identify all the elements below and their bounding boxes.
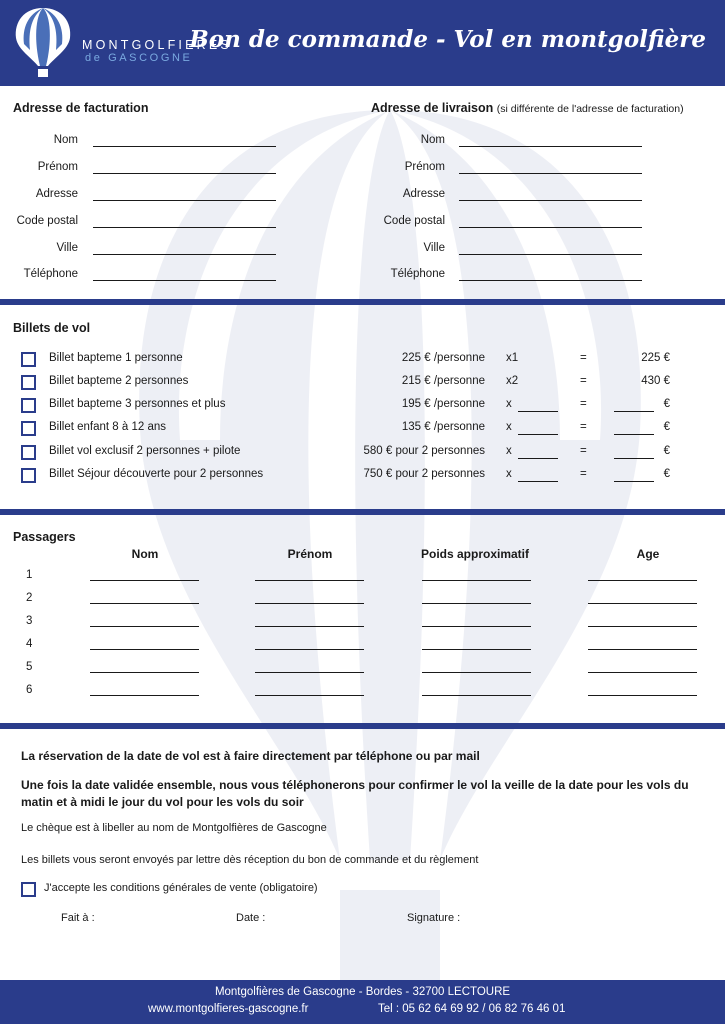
fait-a-label: Fait à : (61, 912, 95, 924)
delivery-field-telephone[interactable] (459, 280, 642, 281)
delivery-field-prenom[interactable] (459, 173, 642, 174)
ticket-qty-field[interactable] (518, 411, 558, 412)
passenger-field-poids[interactable] (422, 626, 531, 627)
ticket-equals: = (580, 398, 587, 410)
ticket-checkbox[interactable] (21, 421, 36, 436)
ticket-qty-field[interactable] (518, 434, 558, 435)
col-header-prenom: Prénom (287, 547, 333, 561)
ticket-total: € (663, 421, 670, 433)
col-header-age: Age (636, 547, 660, 561)
billing-field-prenom[interactable] (93, 173, 276, 174)
ticket-total: 430 € (641, 375, 670, 387)
ticket-label: Billet Séjour découverte pour 2 personnes (49, 468, 264, 480)
ticket-price: 580 € pour 2 personnes (363, 445, 485, 457)
cgv-label: J'accepte les conditions générales de vente (obligatoire) (44, 882, 318, 894)
header-banner (0, 0, 725, 86)
delivery-title: Adresse de livraison (371, 101, 494, 115)
passenger-row-number: 2 (26, 592, 33, 604)
ticket-total: 225 € (641, 352, 670, 364)
passenger-field-poids[interactable] (422, 649, 531, 650)
ticket-total-field[interactable] (614, 411, 654, 412)
billing-field-nom[interactable] (93, 146, 276, 147)
signature-label: Signature : (407, 912, 461, 924)
footer-banner (0, 980, 725, 1024)
ticket-checkbox[interactable] (21, 445, 36, 460)
confirmation-info: Une fois la date validée ensemble, nous vous téléphonerons pour confirmer le vol la veille de la date pour les vols du matin et à midi le jour du vol pour les vols du soir (21, 778, 689, 809)
delivery-subtitle: (si différente de l'adresse de facturation) (496, 103, 684, 115)
passenger-row-number: 3 (26, 615, 33, 627)
billing-label-ville: Ville (56, 242, 78, 254)
ticket-qty: x (506, 445, 512, 457)
balloon-logo-icon (10, 6, 76, 80)
billing-label-nom: Nom (53, 134, 78, 146)
section-divider (0, 723, 725, 729)
ticket-qty: x (506, 468, 512, 480)
footer-address: Montgolfières de Gascogne - Bordes - 32700 LECTOURE (214, 986, 511, 998)
passenger-field-nom[interactable] (90, 695, 199, 696)
col-header-nom: Nom (131, 547, 159, 561)
passenger-field-nom[interactable] (90, 649, 199, 650)
ticket-qty: x2 (506, 375, 519, 387)
passenger-row-number: 1 (26, 569, 33, 581)
ticket-price: 195 € /personne (401, 398, 485, 410)
billing-label-adresse: Adresse (35, 188, 78, 200)
ticket-equals: = (580, 352, 587, 364)
passenger-field-poids[interactable] (422, 672, 531, 673)
billing-field-code-postal[interactable] (93, 227, 276, 228)
passenger-field-prenom[interactable] (255, 672, 364, 673)
ticket-label: Billet enfant 8 à 12 ans (49, 421, 166, 433)
ticket-equals: = (580, 445, 587, 457)
delivery-label-prenom: Prénom (404, 161, 445, 173)
cheque-info: Le chèque est à libeller au nom de Montgolfières de Gascogne (21, 822, 327, 834)
ticket-price: 750 € pour 2 personnes (363, 468, 485, 480)
billing-label-prenom: Prénom (37, 161, 78, 173)
ticket-price: 135 € /personne (401, 421, 485, 433)
billing-field-telephone[interactable] (93, 280, 276, 281)
delivery-label-nom: Nom (420, 134, 445, 146)
passenger-field-prenom[interactable] (255, 695, 364, 696)
ticket-checkbox[interactable] (21, 352, 36, 367)
ticket-qty: x1 (506, 352, 519, 364)
passenger-field-poids[interactable] (422, 580, 531, 581)
ticket-qty: x (506, 398, 512, 410)
ticket-label: Billet bapteme 3 personnes et plus (49, 398, 226, 410)
brand-subname: de GASCOGNE (85, 52, 193, 64)
col-header-poids: Poids approximatif (420, 547, 530, 561)
ticket-label: Billet vol exclusif 2 personnes + pilote (49, 445, 241, 457)
billing-label-code-postal: Code postal (16, 215, 78, 227)
passenger-field-nom[interactable] (90, 580, 199, 581)
ticket-checkbox[interactable] (21, 375, 36, 390)
date-label: Date : (236, 912, 266, 924)
delivery-title-group (371, 101, 684, 115)
billing-label-telephone: Téléphone (23, 268, 78, 280)
passenger-row-number: 6 (26, 684, 33, 696)
passengers-title: Passagers (13, 530, 76, 544)
ticket-qty-field[interactable] (518, 458, 558, 459)
passenger-field-prenom[interactable] (255, 603, 364, 604)
passenger-field-prenom[interactable] (255, 626, 364, 627)
brand-name: MONTGOLFIERES (82, 38, 232, 52)
delivery-label-adresse: Adresse (402, 188, 445, 200)
delivery-info: Les billets vous seront envoyés par lettre dès réception du bon de commande et du règlement (21, 854, 479, 866)
tickets-title: Billets de vol (13, 321, 91, 335)
delivery-label-telephone: Téléphone (390, 268, 445, 280)
delivery-label-ville: Ville (423, 242, 445, 254)
ticket-label: Billet bapteme 2 personnes (49, 375, 189, 387)
ticket-total: € (663, 445, 670, 457)
page-title: Bon de commande - Vol en montgolfière (189, 26, 706, 53)
delivery-field-code-postal[interactable] (459, 227, 642, 228)
billing-title: Adresse de facturation (13, 101, 149, 115)
ticket-equals: = (580, 375, 587, 387)
passenger-field-age[interactable] (588, 603, 697, 604)
passenger-field-age[interactable] (588, 626, 697, 627)
ticket-equals: = (580, 468, 587, 480)
ticket-label: Billet bapteme 1 personne (49, 352, 183, 364)
billing-field-adresse[interactable] (93, 200, 276, 201)
section-divider (0, 299, 725, 305)
passenger-field-prenom[interactable] (255, 649, 364, 650)
ticket-total-field[interactable] (614, 458, 654, 459)
ticket-total: € (663, 398, 670, 410)
passenger-row-number: 5 (26, 661, 33, 673)
ticket-price: 215 € /personne (401, 375, 485, 387)
ticket-equals: = (580, 421, 587, 433)
delivery-field-ville[interactable] (459, 254, 642, 255)
passenger-field-poids[interactable] (422, 603, 531, 604)
passenger-field-nom[interactable] (90, 626, 199, 627)
ticket-price: 225 € /personne (401, 352, 485, 364)
passenger-field-age[interactable] (588, 695, 697, 696)
ticket-checkbox[interactable] (21, 398, 36, 413)
section-divider (0, 509, 725, 515)
passenger-field-age[interactable] (588, 649, 697, 650)
passenger-field-prenom[interactable] (255, 580, 364, 581)
passenger-field-poids[interactable] (422, 695, 531, 696)
cgv-checkbox[interactable] (21, 882, 36, 897)
ticket-qty-field[interactable] (518, 481, 558, 482)
billing-field-ville[interactable] (93, 254, 276, 255)
ticket-total-field[interactable] (614, 481, 654, 482)
passenger-field-nom[interactable] (90, 603, 199, 604)
delivery-field-adresse[interactable] (459, 200, 642, 201)
ticket-total: € (663, 468, 670, 480)
delivery-label-code-postal: Code postal (383, 215, 445, 227)
reservation-info: La réservation de la date de vol est à faire directement par téléphone ou par mail (21, 749, 480, 763)
footer-phone: Tel : 05 62 64 69 92 / 06 82 76 46 01 (378, 1003, 566, 1015)
ticket-qty: x (506, 421, 512, 433)
passenger-field-nom[interactable] (90, 672, 199, 673)
delivery-field-nom[interactable] (459, 146, 642, 147)
footer-website[interactable]: www.montgolfieres-gascogne.fr (148, 1003, 309, 1015)
passenger-row-number: 4 (26, 638, 33, 650)
ticket-total-field[interactable] (614, 434, 654, 435)
ticket-checkbox[interactable] (21, 468, 36, 483)
passenger-field-age[interactable] (588, 672, 697, 673)
passenger-field-age[interactable] (588, 580, 697, 581)
